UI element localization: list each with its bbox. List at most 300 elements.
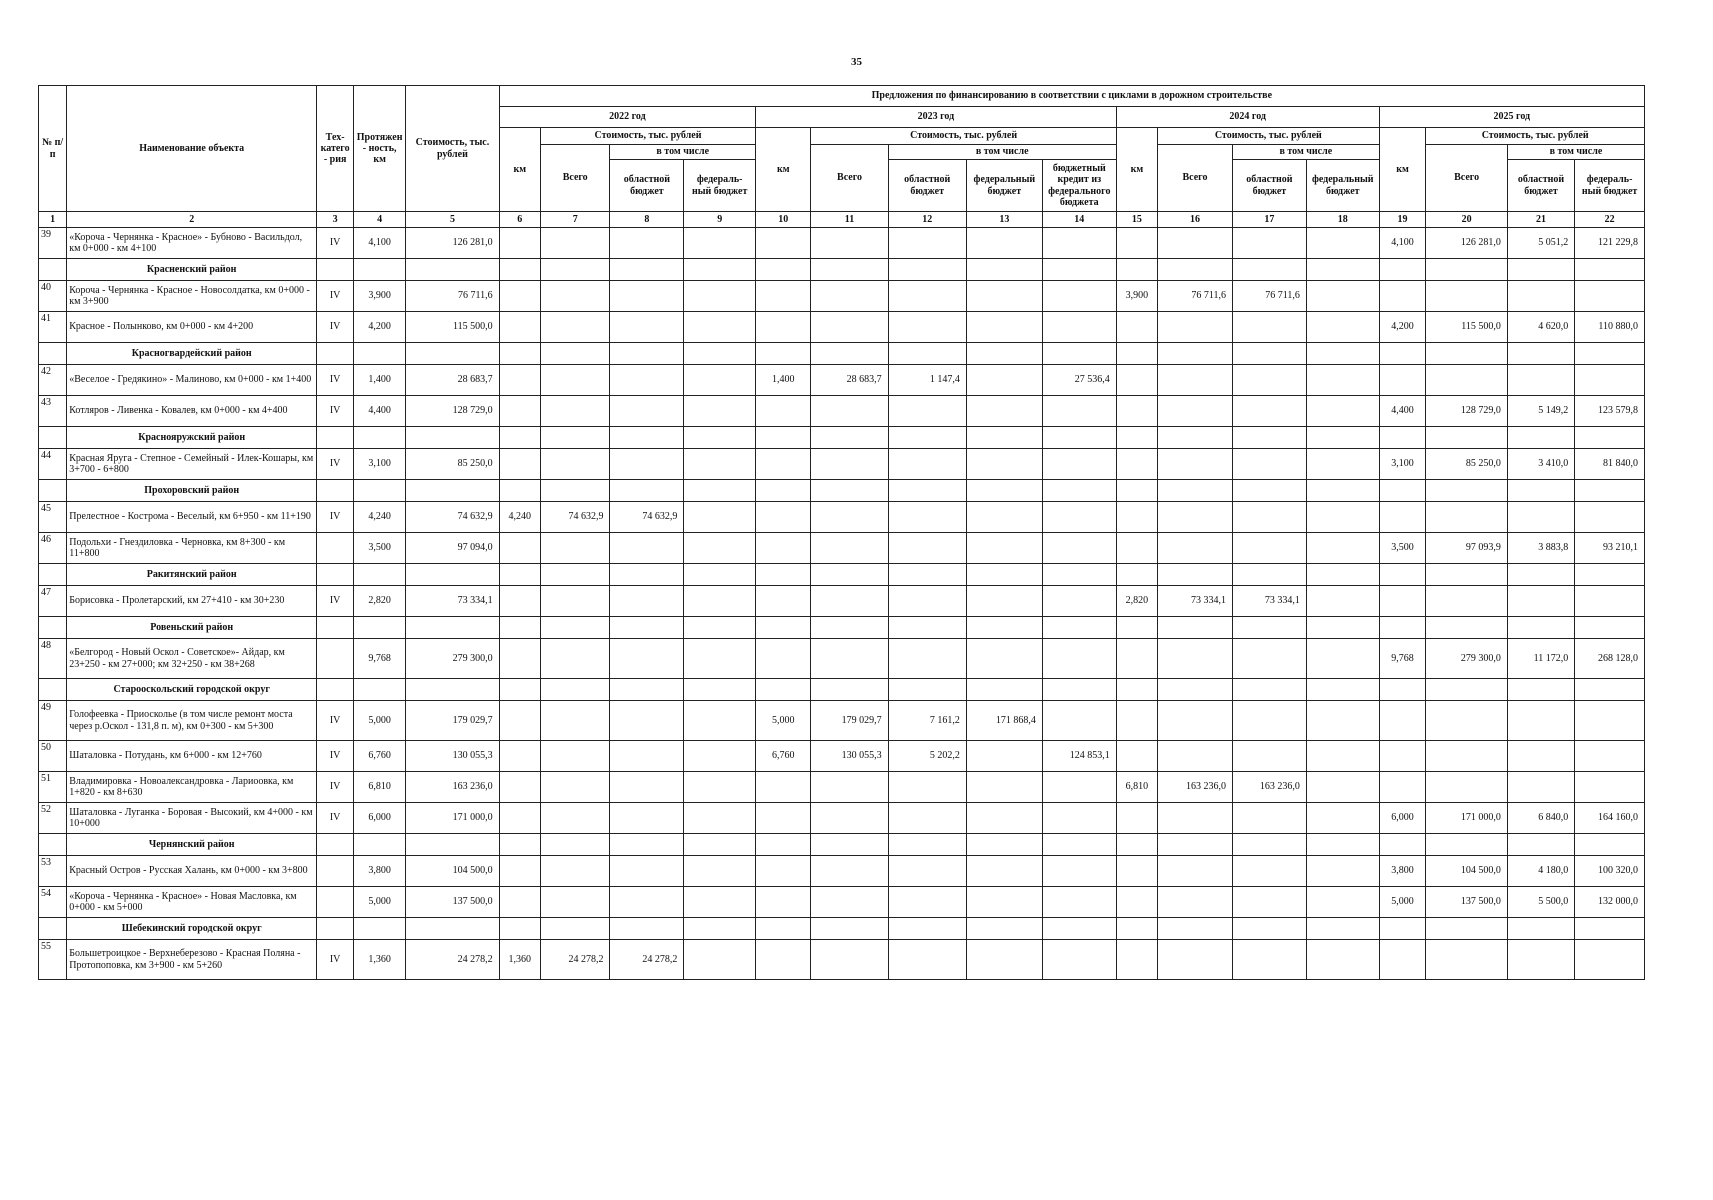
amount-value: 6 840,0 <box>1507 803 1574 834</box>
amount-value: 137 500,0 <box>1426 887 1507 918</box>
amount-value: 121 229,8 <box>1575 228 1645 259</box>
object-row <box>39 502 1645 533</box>
tech-category: IV <box>317 586 354 617</box>
amount-value <box>540 365 610 396</box>
empty-cell <box>888 617 966 639</box>
tech-category: IV <box>317 365 354 396</box>
km-value <box>1116 701 1157 741</box>
district-row <box>39 617 1645 639</box>
object-name: Большетроицкое - Верхнеберезово - Красная Поляна - Протопоповка, км 3+900 - км 5+260 <box>67 940 317 980</box>
amount-value <box>1575 741 1645 772</box>
empty-cell <box>684 834 756 856</box>
amount-value: 164 160,0 <box>1575 803 1645 834</box>
row-index: 43 <box>39 396 67 427</box>
empty-cell <box>966 427 1042 449</box>
empty-cell <box>1116 918 1157 940</box>
amount-value <box>811 533 888 564</box>
empty-cell <box>406 617 499 639</box>
object-row <box>39 741 1645 772</box>
amount-value: 3 883,8 <box>1507 533 1574 564</box>
km-value <box>1379 772 1426 803</box>
amount-value: 268 128,0 <box>1575 639 1645 679</box>
empty-cell <box>317 918 354 940</box>
amount-value <box>684 803 756 834</box>
empty-cell <box>1116 343 1157 365</box>
km-value <box>1379 281 1426 312</box>
empty-cell <box>317 343 354 365</box>
empty-cell <box>354 564 406 586</box>
amount-value <box>1306 502 1379 533</box>
empty-cell <box>1306 564 1379 586</box>
amount-value <box>1426 281 1507 312</box>
empty-cell <box>1306 259 1379 281</box>
header-regional-2023: областной бюджет <box>888 160 966 212</box>
km-value: 6,000 <box>1379 803 1426 834</box>
km-value <box>756 639 811 679</box>
empty-cell <box>1232 617 1306 639</box>
tech-category <box>317 887 354 918</box>
amount-value <box>1507 701 1574 741</box>
header-incl-2024: в том числе <box>1232 145 1379 160</box>
amount-value <box>540 856 610 887</box>
amount-value <box>811 281 888 312</box>
km-value: 5,000 <box>1379 887 1426 918</box>
km-value <box>1116 502 1157 533</box>
amount-value <box>811 228 888 259</box>
header-km-2022: км <box>499 128 540 212</box>
district-name: Красненский район <box>67 259 317 281</box>
amount-value: 93 210,1 <box>1575 533 1645 564</box>
amount-value <box>1306 741 1379 772</box>
amount-value <box>1426 502 1507 533</box>
row-index: 54 <box>39 887 67 918</box>
km-value <box>1116 856 1157 887</box>
amount-value: 171 868,4 <box>966 701 1042 741</box>
empty-cell <box>756 480 811 502</box>
total-cost: 126 281,0 <box>406 228 499 259</box>
amount-value <box>610 701 684 741</box>
empty-cell <box>317 564 354 586</box>
empty-cell <box>756 834 811 856</box>
amount-value <box>1232 639 1306 679</box>
empty-cell <box>756 564 811 586</box>
empty-cell <box>317 679 354 701</box>
amount-value <box>966 228 1042 259</box>
empty-cell <box>888 259 966 281</box>
tech-category: IV <box>317 701 354 741</box>
total-cost: 73 334,1 <box>406 586 499 617</box>
empty-cell <box>1116 679 1157 701</box>
object-name: Прелестное - Кострома - Веселый, км 6+950 - км 11+190 <box>67 502 317 533</box>
amount-value <box>1158 228 1233 259</box>
amount-value <box>811 887 888 918</box>
total-cost: 128 729,0 <box>406 396 499 427</box>
amount-value <box>966 741 1042 772</box>
empty-cell <box>406 834 499 856</box>
object-row <box>39 312 1645 343</box>
empty-cell <box>1426 259 1507 281</box>
amount-value <box>1306 803 1379 834</box>
length-km: 4,240 <box>354 502 406 533</box>
object-row <box>39 856 1645 887</box>
km-value: 9,768 <box>1379 639 1426 679</box>
amount-value <box>888 803 966 834</box>
object-name: Голофеевка - Приосколье (в том числе ремонт моста через р.Оскол - 131,8 п. м), км 0+300 - км 5+300 <box>67 701 317 741</box>
column-number: 15 <box>1116 212 1157 228</box>
empty-cell <box>499 343 540 365</box>
empty-cell <box>684 427 756 449</box>
object-name: «Веселое - Гредякино» - Малиново, км 0+000 - км 1+400 <box>67 365 317 396</box>
amount-value: 73 334,1 <box>1158 586 1233 617</box>
amount-value: 132 000,0 <box>1575 887 1645 918</box>
km-value <box>499 803 540 834</box>
amount-value <box>540 803 610 834</box>
empty-cell <box>1426 564 1507 586</box>
header-federal-2024: федеральный бюджет <box>1306 160 1379 212</box>
amount-value <box>888 586 966 617</box>
amount-value <box>811 586 888 617</box>
empty-cell <box>811 343 888 365</box>
amount-value <box>1158 365 1233 396</box>
amount-value <box>540 281 610 312</box>
amount-value <box>1306 533 1379 564</box>
object-row <box>39 533 1645 564</box>
empty-cell <box>1507 834 1574 856</box>
empty-cell <box>540 617 610 639</box>
km-value: 6,810 <box>1116 772 1157 803</box>
amount-value <box>1507 502 1574 533</box>
amount-value <box>1042 449 1116 480</box>
amount-value <box>684 887 756 918</box>
amount-value <box>1042 586 1116 617</box>
tech-category: IV <box>317 772 354 803</box>
header-year-2023: 2023 год <box>756 107 1117 128</box>
km-value: 4,240 <box>499 502 540 533</box>
amount-value: 76 711,6 <box>1158 281 1233 312</box>
amount-value <box>1042 533 1116 564</box>
length-km: 5,000 <box>354 887 406 918</box>
amount-value <box>1575 701 1645 741</box>
length-km: 4,100 <box>354 228 406 259</box>
amount-value: 163 236,0 <box>1232 772 1306 803</box>
km-value: 3,900 <box>1116 281 1157 312</box>
amount-value: 74 632,9 <box>540 502 610 533</box>
km-value: 1,360 <box>499 940 540 980</box>
amount-value <box>1306 281 1379 312</box>
empty-cell <box>39 343 67 365</box>
empty-cell <box>540 343 610 365</box>
tech-category: IV <box>317 281 354 312</box>
amount-value <box>888 312 966 343</box>
amount-value <box>966 365 1042 396</box>
amount-value <box>1575 365 1645 396</box>
amount-value <box>1042 281 1116 312</box>
km-value <box>1379 741 1426 772</box>
amount-value <box>1306 365 1379 396</box>
row-index: 52 <box>39 803 67 834</box>
km-value <box>1116 741 1157 772</box>
tech-category <box>317 856 354 887</box>
column-number: 10 <box>756 212 811 228</box>
amount-value <box>540 449 610 480</box>
amount-value <box>888 772 966 803</box>
amount-value: 123 579,8 <box>1575 396 1645 427</box>
amount-value <box>1426 701 1507 741</box>
column-number: 6 <box>499 212 540 228</box>
header-idx: № п/п <box>39 86 67 212</box>
amount-value <box>1042 228 1116 259</box>
amount-value <box>1042 396 1116 427</box>
amount-value <box>610 772 684 803</box>
empty-cell <box>1042 343 1116 365</box>
amount-value <box>888 856 966 887</box>
row-index: 51 <box>39 772 67 803</box>
financing-table <box>38 85 1645 980</box>
empty-cell <box>1306 427 1379 449</box>
header-regional-2025: областной бюджет <box>1507 160 1574 212</box>
empty-cell <box>1158 564 1233 586</box>
amount-value <box>1306 772 1379 803</box>
object-name: «Короча - Чернянка - Красное» - Новая Масловка, км 0+000 - км 5+000 <box>67 887 317 918</box>
km-value <box>499 856 540 887</box>
empty-cell <box>1379 427 1426 449</box>
empty-cell <box>888 480 966 502</box>
km-value <box>499 639 540 679</box>
amount-value <box>1306 856 1379 887</box>
row-index: 55 <box>39 940 67 980</box>
amount-value <box>966 502 1042 533</box>
header-name: Наименование объекта <box>67 86 317 212</box>
amount-value <box>811 940 888 980</box>
amount-value <box>1158 312 1233 343</box>
empty-cell <box>610 564 684 586</box>
total-cost: 97 094,0 <box>406 533 499 564</box>
empty-cell <box>1379 679 1426 701</box>
tech-category: IV <box>317 741 354 772</box>
amount-value: 130 055,3 <box>811 741 888 772</box>
km-value: 1,400 <box>756 365 811 396</box>
empty-cell <box>684 480 756 502</box>
empty-cell <box>756 617 811 639</box>
empty-cell <box>540 834 610 856</box>
empty-cell <box>1507 564 1574 586</box>
district-row <box>39 564 1645 586</box>
empty-cell <box>1507 918 1574 940</box>
district-name: Красногвардейский район <box>67 343 317 365</box>
empty-cell <box>1158 834 1233 856</box>
empty-cell <box>406 480 499 502</box>
header-regional-2022: областной бюджет <box>610 160 684 212</box>
empty-cell <box>811 259 888 281</box>
amount-value <box>684 701 756 741</box>
empty-cell <box>499 427 540 449</box>
empty-cell <box>1426 617 1507 639</box>
empty-cell <box>39 918 67 940</box>
empty-cell <box>1158 918 1233 940</box>
header-credit-2023: бюджетный кредит из федерального бюджета <box>1042 160 1116 212</box>
amount-value <box>610 365 684 396</box>
object-row <box>39 803 1645 834</box>
amount-value <box>540 639 610 679</box>
empty-cell <box>1116 564 1157 586</box>
column-number: 5 <box>406 212 499 228</box>
district-name: Старооскольский городской округ <box>67 679 317 701</box>
empty-cell <box>1507 480 1574 502</box>
empty-cell <box>1575 834 1645 856</box>
amount-value <box>610 803 684 834</box>
header-total-2024: Всего <box>1158 145 1233 212</box>
amount-value <box>1158 502 1233 533</box>
empty-cell <box>1232 918 1306 940</box>
empty-cell <box>684 617 756 639</box>
empty-cell <box>684 564 756 586</box>
empty-cell <box>1116 480 1157 502</box>
empty-cell <box>1379 480 1426 502</box>
empty-cell <box>540 259 610 281</box>
empty-cell <box>1507 343 1574 365</box>
empty-cell <box>1232 564 1306 586</box>
header-year-2022: 2022 год <box>499 107 755 128</box>
empty-cell <box>354 480 406 502</box>
tech-category: IV <box>317 449 354 480</box>
km-value <box>1379 940 1426 980</box>
amount-value <box>684 312 756 343</box>
amount-value: 4 180,0 <box>1507 856 1574 887</box>
empty-cell <box>1379 259 1426 281</box>
district-row <box>39 834 1645 856</box>
header-year-2025: 2025 год <box>1379 107 1644 128</box>
total-cost: 163 236,0 <box>406 772 499 803</box>
amount-value: 163 236,0 <box>1158 772 1233 803</box>
district-row <box>39 427 1645 449</box>
km-value <box>499 586 540 617</box>
empty-cell <box>540 480 610 502</box>
object-name: Короча - Чернянка - Красное - Новосолдатка, км 0+000 - км 3+900 <box>67 281 317 312</box>
km-value: 2,820 <box>1116 586 1157 617</box>
header-total-2023: Всего <box>811 145 888 212</box>
empty-cell <box>756 679 811 701</box>
amount-value <box>1232 940 1306 980</box>
empty-cell <box>1116 617 1157 639</box>
amount-value <box>684 365 756 396</box>
amount-value <box>610 396 684 427</box>
amount-value <box>1158 533 1233 564</box>
length-km: 1,360 <box>354 940 406 980</box>
header-length: Протяжен- ность, км <box>354 86 406 212</box>
amount-value <box>1042 803 1116 834</box>
amount-value: 128 729,0 <box>1426 396 1507 427</box>
amount-value <box>1507 365 1574 396</box>
amount-value <box>540 772 610 803</box>
total-cost: 179 029,7 <box>406 701 499 741</box>
tech-category: IV <box>317 803 354 834</box>
object-row <box>39 396 1645 427</box>
object-row <box>39 586 1645 617</box>
row-index: 53 <box>39 856 67 887</box>
empty-cell <box>966 480 1042 502</box>
district-name: Шебекинский городской округ <box>67 918 317 940</box>
amount-value: 3 410,0 <box>1507 449 1574 480</box>
km-value <box>1379 701 1426 741</box>
amount-value: 11 172,0 <box>1507 639 1574 679</box>
amount-value <box>684 639 756 679</box>
km-value <box>1116 228 1157 259</box>
row-index: 49 <box>39 701 67 741</box>
district-row <box>39 480 1645 502</box>
empty-cell <box>610 617 684 639</box>
empty-cell <box>1042 918 1116 940</box>
empty-cell <box>1158 427 1233 449</box>
object-name: Котляров - Ливенка - Ковалев, км 0+000 - км 4+400 <box>67 396 317 427</box>
amount-value <box>1306 701 1379 741</box>
km-value <box>1116 533 1157 564</box>
amount-value: 279 300,0 <box>1426 639 1507 679</box>
amount-value <box>966 449 1042 480</box>
amount-value: 28 683,7 <box>811 365 888 396</box>
amount-value <box>1232 228 1306 259</box>
amount-value <box>888 533 966 564</box>
amount-value <box>1575 772 1645 803</box>
tech-category: IV <box>317 940 354 980</box>
km-value <box>1116 639 1157 679</box>
km-value <box>1116 365 1157 396</box>
amount-value <box>1426 741 1507 772</box>
tech-category <box>317 533 354 564</box>
amount-value <box>1507 940 1574 980</box>
km-value <box>499 449 540 480</box>
header-federal-2022: федераль- ный бюджет <box>684 160 756 212</box>
tech-category: IV <box>317 228 354 259</box>
km-value <box>499 396 540 427</box>
empty-cell <box>811 918 888 940</box>
row-index: 41 <box>39 312 67 343</box>
header-regional-2024: областной бюджет <box>1232 160 1306 212</box>
header-federal-2023: федеральный бюджет <box>966 160 1042 212</box>
empty-cell <box>610 480 684 502</box>
km-value: 5,000 <box>756 701 811 741</box>
empty-cell <box>811 679 888 701</box>
column-number: 13 <box>966 212 1042 228</box>
empty-cell <box>1158 343 1233 365</box>
object-name: Красный Остров - Русская Халань, км 0+000 - км 3+800 <box>67 856 317 887</box>
row-index: 42 <box>39 365 67 396</box>
km-value <box>499 312 540 343</box>
district-row <box>39 259 1645 281</box>
empty-cell <box>317 617 354 639</box>
empty-cell <box>1232 834 1306 856</box>
empty-cell <box>1306 480 1379 502</box>
empty-cell <box>1426 427 1507 449</box>
amount-value: 24 278,2 <box>610 940 684 980</box>
empty-cell <box>1379 834 1426 856</box>
amount-value <box>540 741 610 772</box>
empty-cell <box>1575 480 1645 502</box>
amount-value <box>1507 586 1574 617</box>
empty-cell <box>1575 564 1645 586</box>
length-km: 5,000 <box>354 701 406 741</box>
amount-value <box>684 228 756 259</box>
amount-value <box>1158 887 1233 918</box>
empty-cell <box>1575 427 1645 449</box>
amount-value: 24 278,2 <box>540 940 610 980</box>
km-value <box>756 856 811 887</box>
object-name: Подольхи - Гнездиловка - Черновка, км 8+300 - км 11+800 <box>67 533 317 564</box>
amount-value <box>1042 772 1116 803</box>
amount-value <box>811 396 888 427</box>
column-number: 2 <box>67 212 317 228</box>
amount-value <box>540 396 610 427</box>
amount-value <box>811 312 888 343</box>
